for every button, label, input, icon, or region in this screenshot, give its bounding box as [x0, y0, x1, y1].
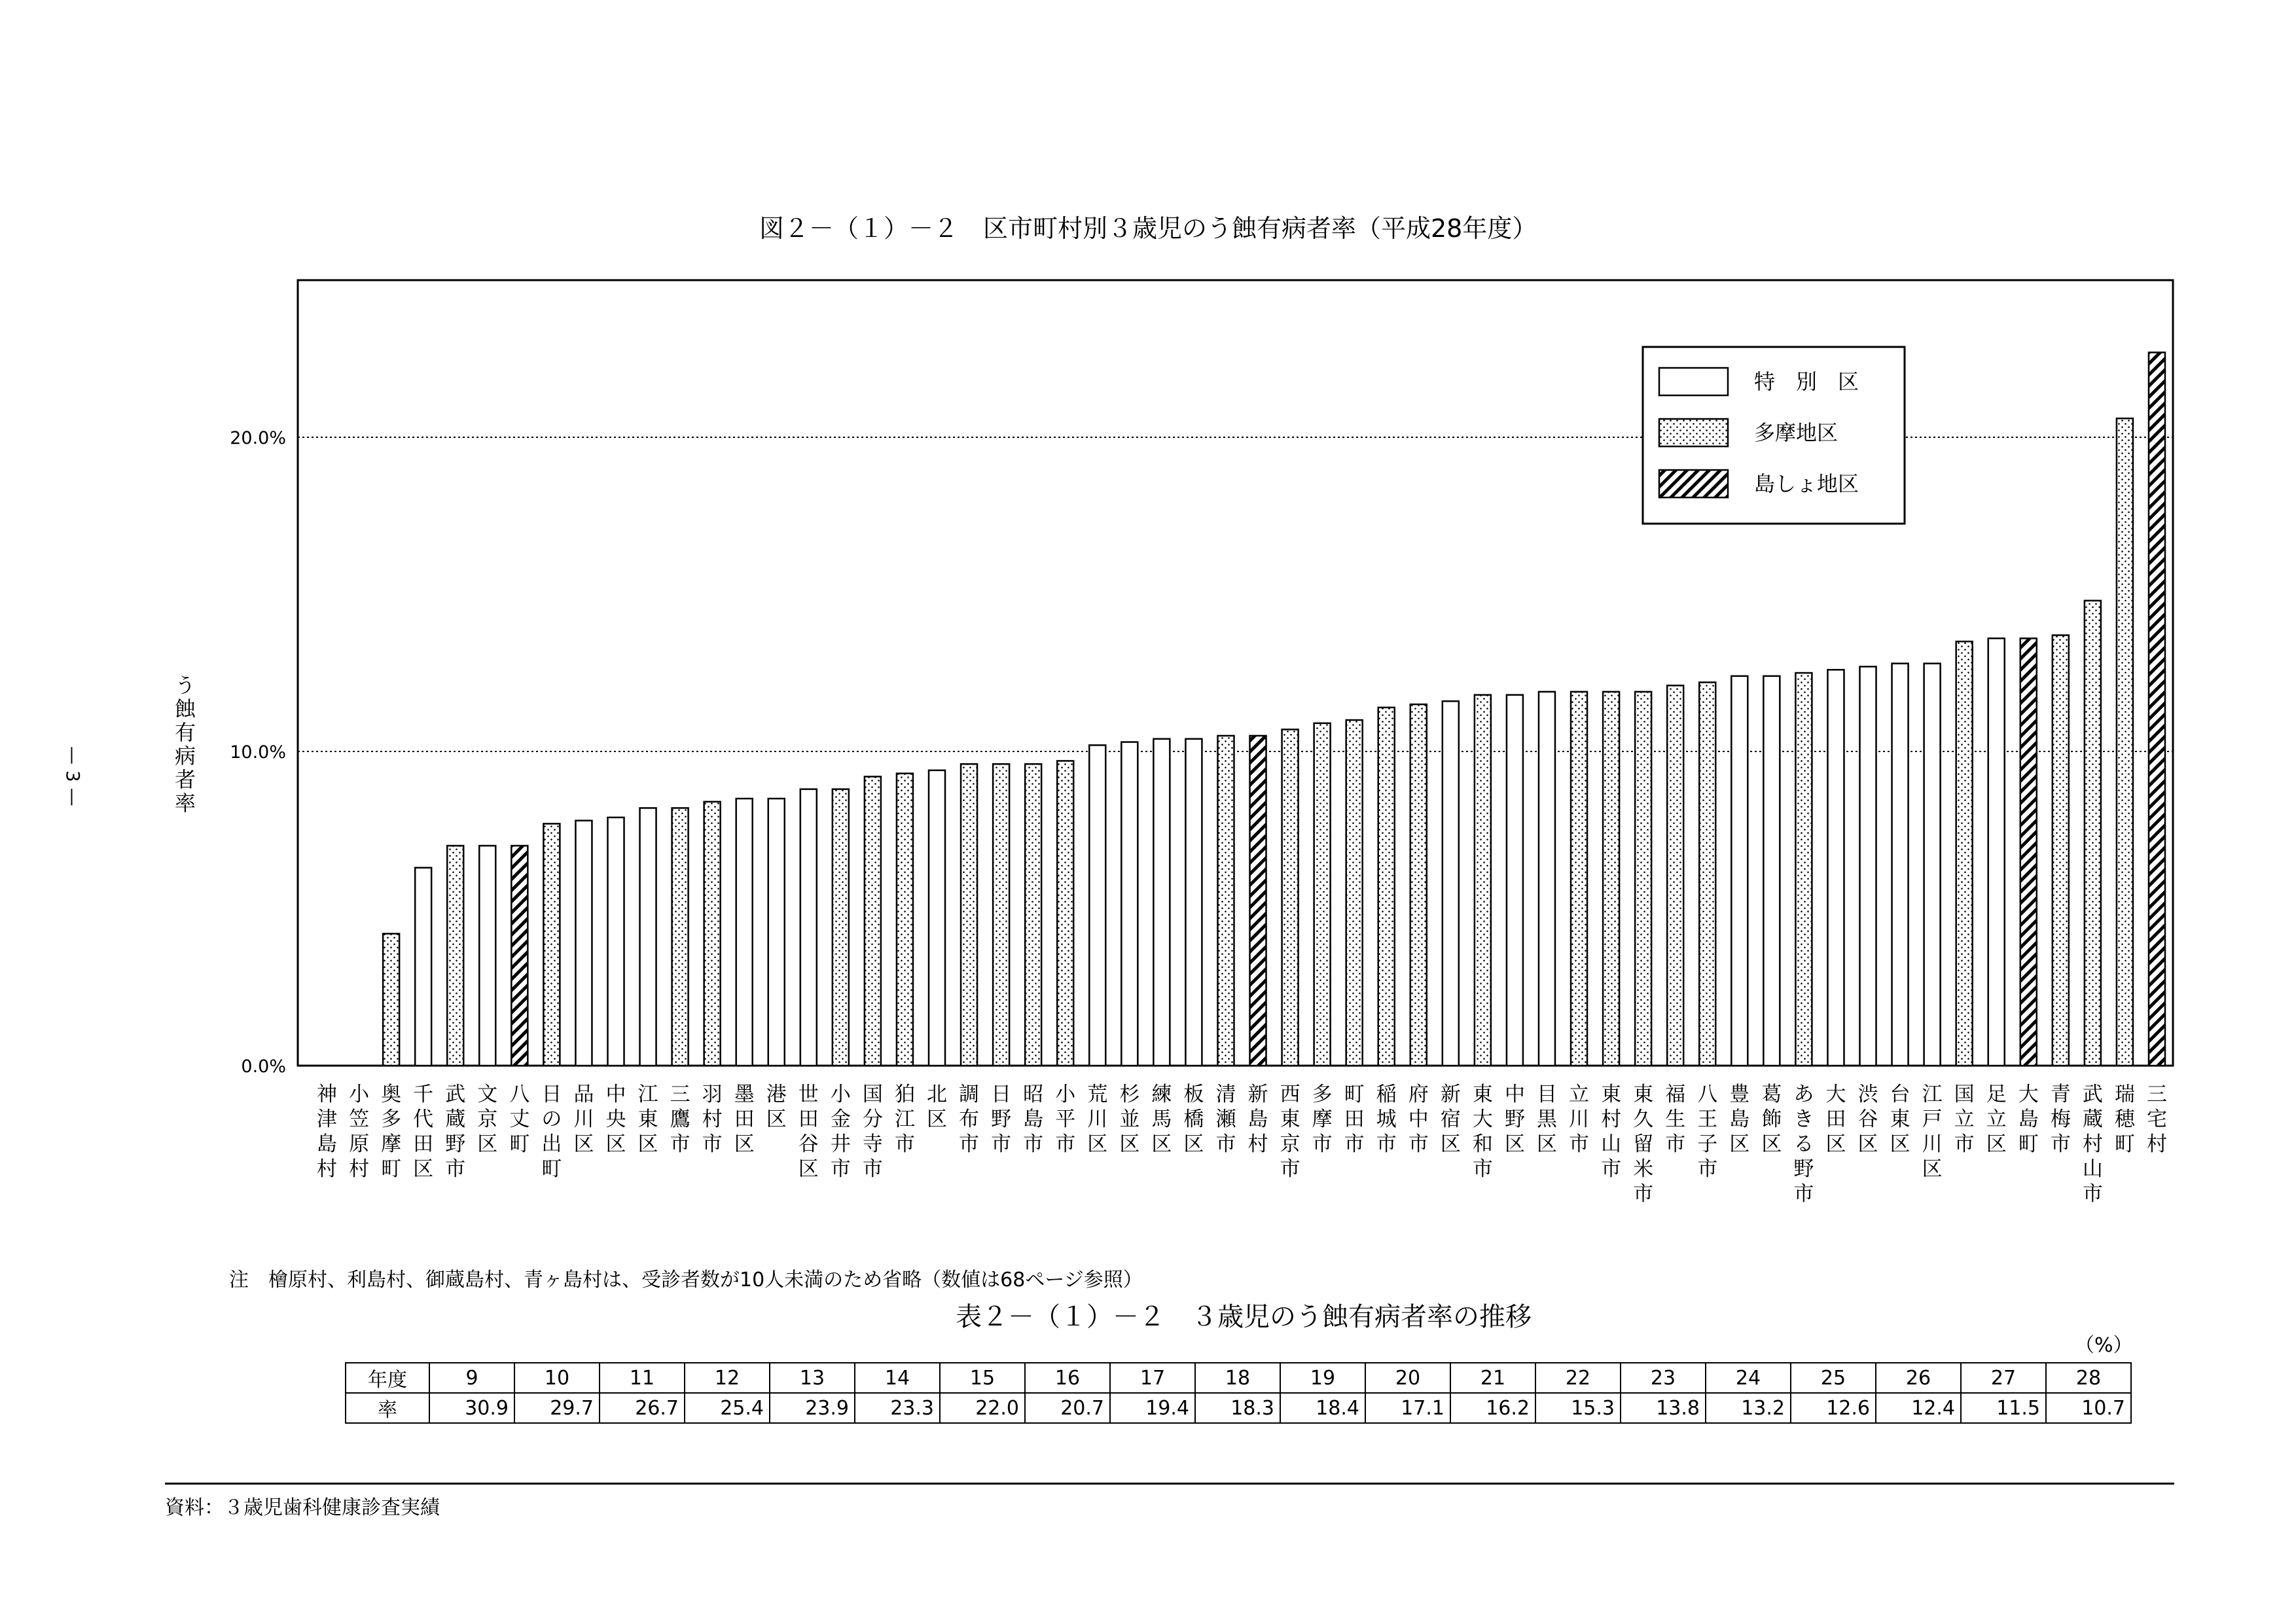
bar-tama — [1571, 692, 1587, 1066]
bar-tokubetsu — [1860, 666, 1876, 1066]
table-year-cell: 18 — [1195, 1363, 1280, 1393]
x-category-label: 墨田区 — [734, 1083, 755, 1156]
bar-tama — [447, 846, 463, 1066]
bar-tokubetsu — [1153, 739, 1170, 1066]
x-category-label: 小笠原村 — [349, 1083, 370, 1181]
x-category-label: 日野市 — [991, 1083, 1012, 1156]
table-year-cell: 28 — [2046, 1363, 2131, 1393]
bar-tama — [1378, 708, 1395, 1066]
bar-tama — [1282, 729, 1299, 1066]
table-rate-cell: 19.4 — [1110, 1393, 1195, 1423]
bar-tama — [1635, 692, 1651, 1066]
x-category-label: 板橋区 — [1183, 1083, 1204, 1156]
x-category-label: 三宅村 — [2146, 1083, 2167, 1156]
bar-tama — [833, 789, 849, 1066]
x-category-label: 世田谷区 — [798, 1083, 819, 1181]
x-category-label: 中野区 — [1504, 1083, 1525, 1156]
bar-tama — [543, 823, 560, 1066]
bar-tokubetsu — [1731, 676, 1748, 1066]
bar-tokubetsu — [1121, 742, 1138, 1066]
x-category-label: 大田区 — [1825, 1083, 1846, 1156]
x-category-label: 北区 — [927, 1083, 948, 1131]
bar-tokubetsu — [1827, 670, 1844, 1066]
x-category-label: 狛江市 — [894, 1083, 915, 1156]
table-rate-cell: 30.9 — [429, 1393, 514, 1423]
bar-tokubetsu — [1988, 638, 2005, 1066]
table-rate-cell: 22.0 — [940, 1393, 1025, 1423]
x-category-label: 小平市 — [1055, 1083, 1076, 1156]
bar-tokubetsu — [1443, 701, 1459, 1066]
x-category-label: 羽村市 — [702, 1083, 723, 1156]
legend-label-tokubetsu: 特 別 区 — [1754, 369, 1859, 394]
bar-tama — [1795, 673, 1812, 1066]
x-category-label: 八王子市 — [1697, 1083, 1718, 1181]
x-category-label: 国分寺市 — [862, 1083, 883, 1181]
legend-swatch-tosho — [1659, 470, 1728, 497]
x-category-label: あきる野市 — [1793, 1083, 1814, 1206]
table-rate-cell: 12.4 — [1876, 1393, 1961, 1423]
bar-tama — [1314, 723, 1331, 1066]
bar-tokubetsu — [1185, 739, 1202, 1066]
x-category-label: 葛飾区 — [1761, 1083, 1782, 1156]
table-rate-cell: 10.7 — [2046, 1393, 2131, 1423]
x-category-label: 新島村 — [1247, 1083, 1268, 1156]
table-year-cell: 13 — [770, 1363, 855, 1393]
trend-table — [345, 1362, 2132, 1424]
page-number: — 3 — — [62, 746, 84, 806]
table-year-cell: 24 — [1706, 1363, 1791, 1393]
table-title: 表２－（１）－２ ３歳児のう蝕有病者率の推移 — [956, 1302, 1532, 1332]
bar-tokubetsu — [768, 799, 785, 1066]
bar-tokubetsu — [736, 799, 753, 1066]
x-category-label: 杉並区 — [1119, 1083, 1140, 1156]
footer-rule — [165, 1483, 2174, 1485]
x-category-label: 江戸川区 — [1922, 1083, 1943, 1181]
x-category-label: 日の出町 — [541, 1083, 562, 1181]
chart-title: 図２－（１）－２ 区市町村別３歳児のう蝕有病者率（平成28年度） — [759, 214, 1537, 243]
x-category-label: 新宿区 — [1440, 1083, 1461, 1156]
x-category-label: 府中市 — [1408, 1083, 1429, 1156]
y-tick-label: 20.0% — [230, 428, 286, 448]
x-category-label: 八丈町 — [509, 1083, 530, 1156]
source-note: 資料：３歳児歯科健康診査実績 — [165, 1496, 440, 1519]
bar-tokubetsu — [415, 868, 431, 1066]
legend-label-tama: 多摩地区 — [1754, 420, 1839, 445]
bar-tosho — [2149, 352, 2165, 1066]
x-category-label: 稲城市 — [1376, 1083, 1397, 1156]
bar-tama — [2053, 635, 2069, 1066]
x-category-label: 練馬区 — [1151, 1083, 1172, 1156]
table-row-rates — [346, 1393, 2131, 1423]
x-category-label: 清瀬市 — [1215, 1083, 1236, 1156]
x-category-label: 東大和市 — [1472, 1083, 1493, 1181]
table-rate-cell: 20.7 — [1025, 1393, 1110, 1423]
x-category-label: 目黒区 — [1536, 1083, 1557, 1156]
y-tick-label: 0.0% — [241, 1056, 286, 1077]
bar-tokubetsu — [1507, 695, 1523, 1066]
table-rate-cell: 15.3 — [1535, 1393, 1621, 1423]
table-rate-cell: 18.4 — [1280, 1393, 1365, 1423]
x-category-label: 多摩市 — [1312, 1083, 1333, 1156]
table-year-cell: 23 — [1621, 1363, 1706, 1393]
table-year-cell: 15 — [940, 1363, 1025, 1393]
bar-tokubetsu — [640, 808, 656, 1066]
x-category-label: 大島町 — [2018, 1083, 2039, 1156]
x-category-label: 瑞穂町 — [2114, 1083, 2135, 1156]
x-category-label: 足立区 — [1986, 1083, 2007, 1156]
table-year-cell: 11 — [600, 1363, 685, 1393]
bar-tama — [1475, 695, 1491, 1066]
x-category-label: 中央区 — [605, 1083, 626, 1156]
x-category-label: 荒川区 — [1087, 1083, 1108, 1156]
table-header-label: 年度 — [346, 1363, 429, 1393]
table-year-cell: 9 — [429, 1363, 514, 1393]
table-row-years — [346, 1363, 2131, 1393]
table-year-cell: 25 — [1791, 1363, 1876, 1393]
bar-tokubetsu — [1089, 745, 1105, 1066]
x-category-label: 町田市 — [1344, 1083, 1365, 1156]
legend-swatch-tokubetsu — [1659, 368, 1728, 395]
x-category-label: 豊島区 — [1729, 1083, 1750, 1156]
table-rate-cell: 25.4 — [685, 1393, 770, 1423]
x-category-label: 調布市 — [959, 1083, 980, 1156]
bar-tama — [704, 802, 721, 1066]
table-rate-cell: 17.1 — [1365, 1393, 1450, 1423]
bar-tosho — [1250, 736, 1266, 1066]
x-category-label: 青梅市 — [2050, 1083, 2071, 1156]
table-rate-cell: 13.8 — [1621, 1393, 1706, 1423]
footnote: 注 檜原村、利島村、御蔵島村、青ヶ島村は、受診者数が10人未満のため省略（数値は68ページ参照） — [229, 1269, 1143, 1291]
x-category-label: 港区 — [766, 1083, 787, 1131]
table-year-cell: 17 — [1110, 1363, 1195, 1393]
table-year-cell: 12 — [685, 1363, 770, 1393]
x-category-label: 東村山市 — [1601, 1083, 1622, 1181]
x-category-label: 立川市 — [1569, 1083, 1590, 1156]
bar-tama — [383, 933, 399, 1066]
bar-tama — [1603, 692, 1619, 1066]
bar-tokubetsu — [1539, 692, 1555, 1066]
x-category-label: 台東区 — [1890, 1083, 1910, 1156]
x-category-label: 奥多摩町 — [381, 1083, 402, 1181]
x-category-label: 渋谷区 — [1857, 1083, 1878, 1156]
table-rate-cell: 23.3 — [855, 1393, 940, 1423]
bar-tama — [961, 764, 977, 1066]
table-unit: （%） — [2075, 1334, 2133, 1357]
table-year-cell: 22 — [1535, 1363, 1621, 1393]
table-year-cell: 16 — [1025, 1363, 1110, 1393]
x-category-label: 千代田区 — [413, 1083, 434, 1181]
bar-tosho — [2020, 638, 2037, 1066]
bar-tokubetsu — [607, 818, 624, 1066]
table-rate-cell: 11.5 — [1961, 1393, 2046, 1423]
bar-tama — [1667, 685, 1683, 1066]
bar-tokubetsu — [575, 821, 592, 1066]
bar-tama — [2085, 601, 2101, 1066]
x-category-label: 江東区 — [637, 1083, 658, 1156]
bar-tosho — [511, 846, 528, 1066]
table-row-label: 率 — [346, 1393, 429, 1423]
bar-tokubetsu — [1924, 664, 1941, 1066]
x-category-label: 小金井市 — [830, 1083, 851, 1181]
x-category-label: 東久留米市 — [1633, 1083, 1654, 1206]
table-year-cell: 21 — [1450, 1363, 1535, 1393]
table-rate-cell: 12.6 — [1791, 1393, 1876, 1423]
table-year-cell: 20 — [1365, 1363, 1450, 1393]
x-category-label: 神津島村 — [317, 1083, 338, 1181]
bar-tama — [1410, 704, 1427, 1066]
bar-tama — [1346, 720, 1363, 1066]
bar-tama — [1057, 761, 1073, 1066]
bar-tama — [1217, 736, 1234, 1066]
legend — [1643, 347, 1905, 524]
bar-tama — [1025, 764, 1041, 1066]
x-category-label: 三鷹市 — [670, 1083, 691, 1156]
table-rate-cell: 18.3 — [1195, 1393, 1280, 1423]
table-year-cell: 10 — [514, 1363, 600, 1393]
x-category-label: 昭島市 — [1023, 1083, 1044, 1156]
bar-tokubetsu — [1892, 664, 1909, 1066]
table-rate-cell: 26.7 — [600, 1393, 685, 1423]
x-category-label: 西東京市 — [1280, 1083, 1300, 1181]
bar-tokubetsu — [1763, 676, 1780, 1066]
bar-tama — [672, 808, 689, 1066]
table-year-cell: 14 — [855, 1363, 940, 1393]
bar-tokubetsu — [929, 770, 945, 1066]
table-year-cell: 26 — [1876, 1363, 1961, 1393]
x-category-label: 武蔵野市 — [445, 1083, 466, 1181]
x-category-label: 国立市 — [1954, 1083, 1975, 1156]
x-category-label: 文京区 — [477, 1083, 498, 1156]
table-rate-cell: 16.2 — [1450, 1393, 1535, 1423]
bar-tokubetsu — [800, 789, 817, 1066]
table-year-cell: 27 — [1961, 1363, 2046, 1393]
legend-swatch-tama — [1659, 419, 1728, 446]
x-category-label: 品川区 — [573, 1083, 594, 1156]
bar-tama — [865, 776, 881, 1066]
table-rate-cell: 23.9 — [770, 1393, 855, 1423]
legend-label-tosho: 島しょ地区 — [1754, 471, 1859, 496]
y-tick-label: 10.0% — [230, 742, 286, 763]
table-year-cell: 19 — [1280, 1363, 1365, 1393]
x-category-label: 福生市 — [1665, 1083, 1686, 1156]
bar-tama — [1956, 641, 1973, 1066]
bar-tama — [1699, 682, 1715, 1066]
table-rate-cell: 29.7 — [514, 1393, 600, 1423]
bar-tokubetsu — [479, 846, 495, 1066]
bar-tama — [993, 764, 1009, 1066]
bar-tama — [2117, 418, 2133, 1066]
x-category-label: 武蔵村山市 — [2082, 1083, 2103, 1206]
bar-tama — [897, 774, 913, 1066]
table-rate-cell: 13.2 — [1706, 1393, 1791, 1423]
y-axis-label: う蝕有病者率 — [171, 674, 196, 816]
